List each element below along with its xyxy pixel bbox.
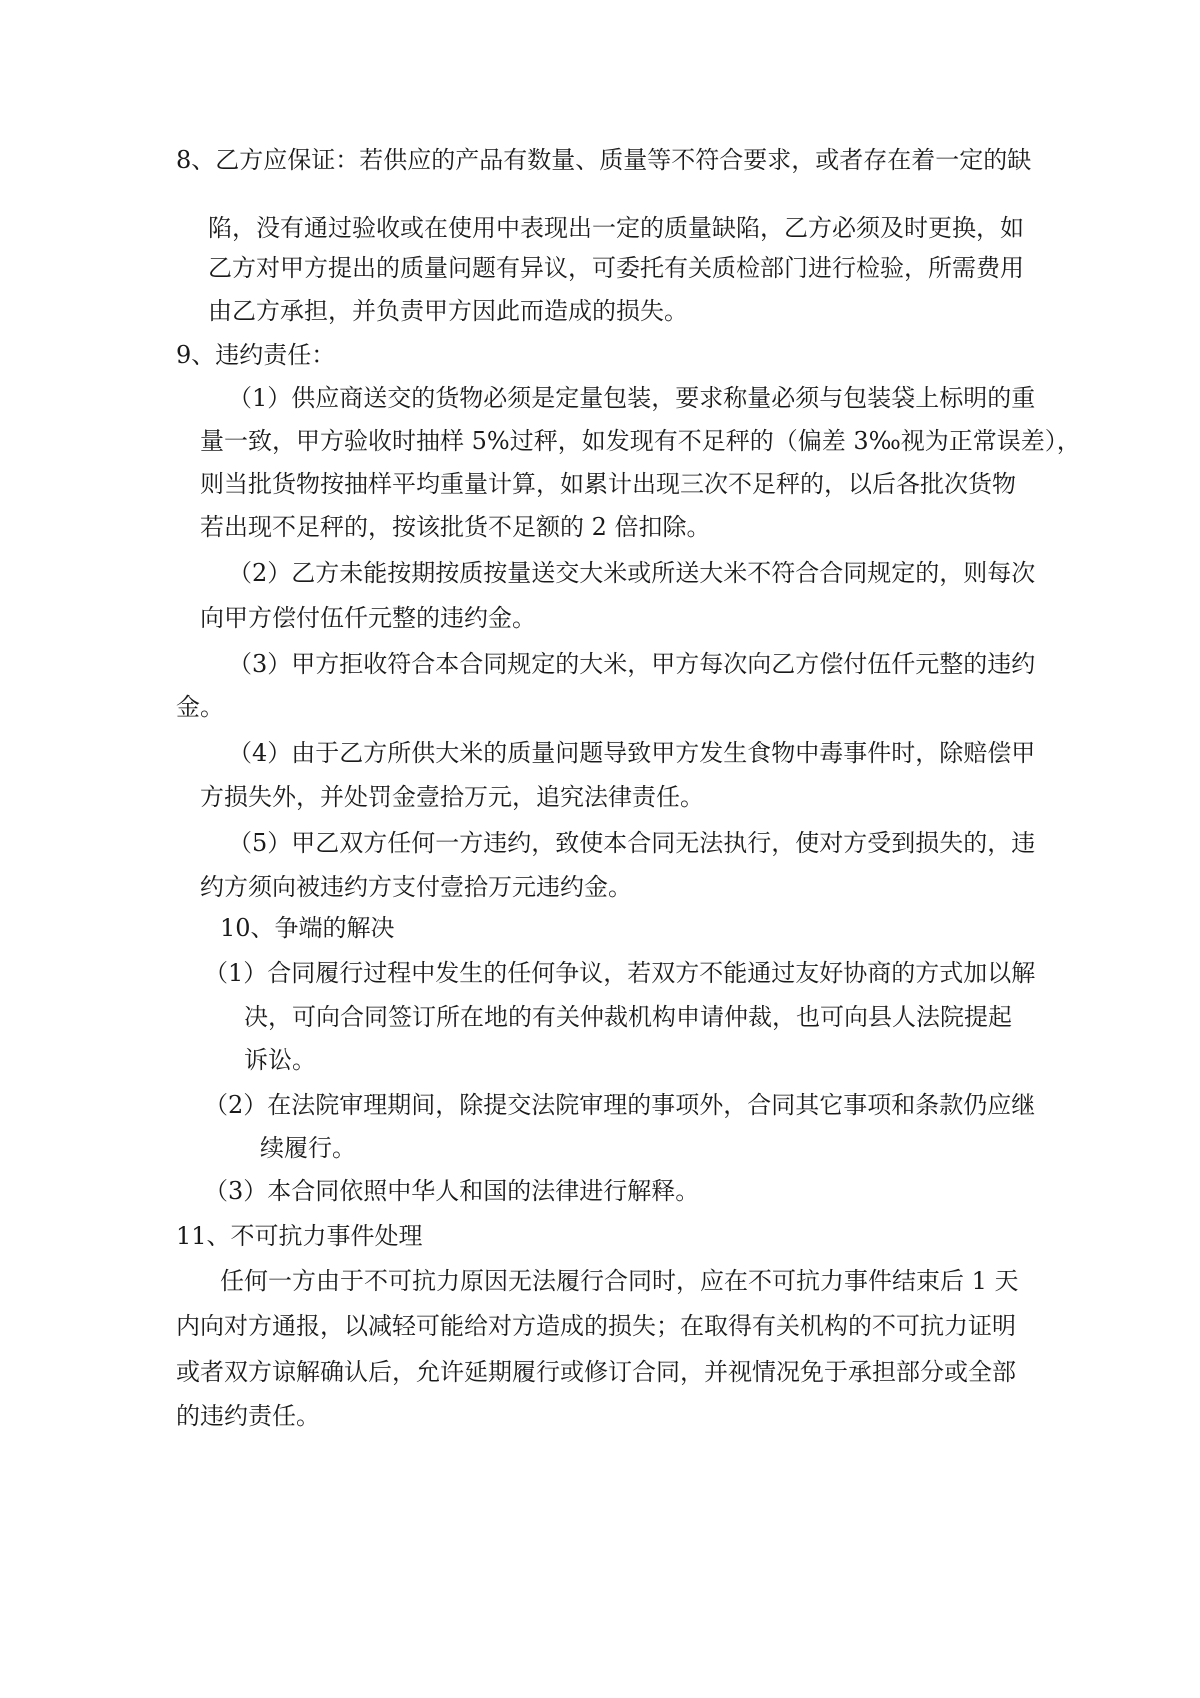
- text-line: （1）供应商送交的货物必须是定量包装，要求称量必须与包装袋上标明的重: [228, 384, 1036, 412]
- text-line: 任何一方由于不可抗力原因无法履行合同时，应在不可抗力事件结束后 1 天: [220, 1267, 1019, 1295]
- text-line: 乙方对甲方提出的质量问题有异议，可委托有关质检部门进行检验，所需费用: [208, 254, 1024, 282]
- text-line: （2）在法院审理期间，除提交法院审理的事项外，合同其它事项和条款仍应继: [204, 1091, 1036, 1119]
- text-line: 续履行。: [260, 1134, 356, 1162]
- text-line: 约方须向被违约方支付壹拾万元违约金。: [200, 873, 632, 901]
- text-line: 决，可向合同签订所在地的有关仲裁机构申请仲裁，也可向县人法院提起: [244, 1003, 1012, 1031]
- text-line: 金。: [176, 693, 224, 721]
- text-line: 诉讼。: [244, 1046, 316, 1074]
- text-line: 或者双方谅解确认后，允许延期履行或修订合同，并视情况免于承担部分或全部: [176, 1358, 1016, 1386]
- text-line: 的违约责任。: [176, 1402, 320, 1430]
- text-line: 量一致，甲方验收时抽样 5%过秤，如发现有不足秤的（偏差 3‰视为正常误差），: [200, 427, 1081, 455]
- text-line: 方损失外，并处罚金壹拾万元，追究法律责任。: [200, 783, 704, 811]
- text-line: （3）本合同依照中华人和国的法律进行解释。: [204, 1177, 700, 1205]
- text-line: 向甲方偿付伍仟元整的违约金。: [200, 604, 536, 632]
- text-line: （2）乙方未能按期按质按量送交大米或所送大米不符合合同规定的，则每次: [228, 559, 1036, 587]
- text-line: （1）合同履行过程中发生的任何争议，若双方不能通过友好协商的方式加以解: [204, 959, 1036, 987]
- text-line: 9、违约责任：: [176, 341, 336, 369]
- text-line: 则当批货物按抽样平均重量计算，如累计出现三次不足秤的，以后各批次货物: [200, 470, 1016, 498]
- text-line: 陷，没有通过验收或在使用中表现出一定的质量缺陷，乙方必须及时更换，如: [208, 214, 1024, 242]
- text-line: 由乙方承担，并负责甲方因此而造成的损失。: [208, 297, 688, 325]
- text-line: 11、不可抗力事件处理: [176, 1222, 423, 1250]
- text-line: 10、争端的解决: [220, 914, 395, 942]
- text-line: 内向对方通报，以减轻可能给对方造成的损失；在取得有关机构的不可抗力证明: [176, 1312, 1016, 1340]
- text-line: （3）甲方拒收符合本合同规定的大米，甲方每次向乙方偿付伍仟元整的违约: [228, 650, 1036, 678]
- text-line: 8、乙方应保证：若供应的产品有数量、质量等不符合要求，或者存在着一定的缺: [176, 146, 1032, 174]
- text-line: 若出现不足秤的，按该批货不足额的 2 倍扣除。: [200, 513, 711, 541]
- text-line: （5）甲乙双方任何一方违约，致使本合同无法执行，使对方受到损失的，违: [228, 829, 1036, 857]
- text-line: （4）由于乙方所供大米的质量问题导致甲方发生食物中毒事件时，除赔偿甲: [228, 739, 1036, 767]
